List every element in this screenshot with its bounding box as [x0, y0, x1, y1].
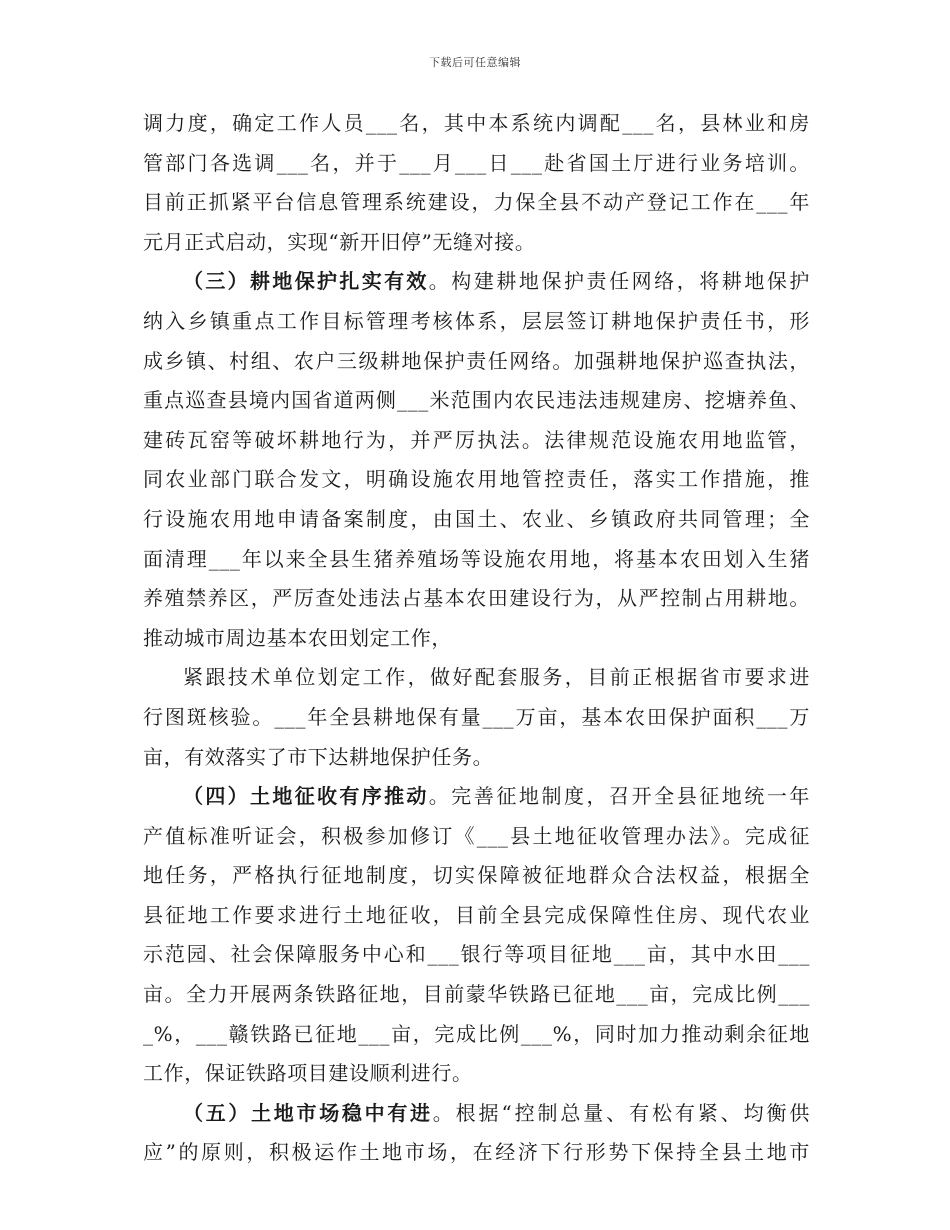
text-line: 亩。全力开展两条铁路征地，目前蒙华铁路已征地___亩，完成比例___ — [143, 982, 810, 1007]
text-line: 成乡镇、村组、农户三级耕地保护责任网络。加强耕地保护巡查执法， — [143, 348, 810, 373]
text-line: 目前正抓紧平台信息管理系统建设，力保全县不动产登记工作在___年 — [143, 190, 810, 215]
text-line: 行图斑核验。___年全县耕地保有量___万亩，基本农田保护面积___万 — [143, 704, 810, 729]
text-line — [143, 777, 810, 817]
text-line: 纳入乡镇重点工作目标管理考核体系，层层签订耕地保护责任书，形 — [143, 308, 810, 333]
section-heading: （三）耕地保护扎实有效 — [183, 269, 429, 294]
text-run: 。构建耕地保护责任网络，将耕地保护 — [428, 269, 810, 294]
text-line: 养殖禁养区，严厉查处违法占基本农田建设行为，从严控制占用耕地。 — [143, 586, 810, 611]
text-line: 产值标准听证会，积极参加修订《___县土地征收管理办法》。完成征 — [143, 823, 810, 848]
text-line: 县征地工作要求进行土地征收，目前全县完成保障性住房、现代农业 — [143, 902, 810, 927]
document-body — [143, 104, 810, 1173]
text-line: 重点巡查县境内国省道两侧___米范围内农民违法违规建房、挖塘养鱼、 — [143, 388, 810, 413]
paragraph-land-expropriation — [143, 777, 810, 1094]
text-line: 管部门各选调___名，并于___月___日___赴省国土厅进行业务培训。 — [143, 150, 810, 175]
text-line — [143, 262, 810, 302]
text-line: _%，___赣铁路已征地___亩，完成比例___%，同时加力推动剩余征地 — [143, 1021, 810, 1046]
text-line: 建砖瓦窑等破坏耕地行为，并严厉执法。法律规范设施农用地监管， — [143, 427, 810, 452]
text-line: 同农业部门联合发文，明确设施农用地管控责任，落实工作措施，推 — [143, 467, 810, 492]
text-line: 工作，保证铁路项目建设顺利进行。 — [143, 1061, 473, 1086]
text-line — [143, 1094, 810, 1134]
text-run: 。完善征地制度，召开全县征地统一年 — [428, 784, 810, 809]
page-header: 下载后可任意编辑 — [429, 56, 521, 69]
section-heading: （四）土地征收有序推动 — [183, 784, 429, 809]
text-line: 推动城市周边基本农田划定工作， — [143, 625, 452, 650]
text-line: 元月正式启动，实现“新开旧停”无缝对接。 — [143, 229, 536, 254]
paragraph-land-market — [143, 1094, 810, 1173]
paragraph-delineation — [143, 658, 810, 777]
section-heading: （五）土地市场稳中有进 — [183, 1100, 433, 1125]
text-line: 调力度，确定工作人员___名，其中本系统内调配___名，县林业和房 — [143, 111, 810, 135]
text-line: 地任务，严格执行征地制度，切实保障被征地群众合法权益，根据全 — [143, 863, 810, 888]
text-line: 示范园、社会保障服务中心和___银行等项目征地___亩，其中水田___ — [143, 942, 810, 967]
text-run: 。根据“控制总量、有松有紧、均衡供 — [432, 1100, 810, 1125]
text-line: 紧跟技术单位划定工作，做好配套服务，目前正根据省市要求进 — [183, 665, 810, 690]
paragraph-farmland-protection — [143, 262, 810, 658]
text-line: 行设施农用地申请备案制度，由国土、农业、乡镇政府共同管理；全 — [143, 506, 810, 531]
text-line: 面清理___年以来全县生猪养殖场等设施农用地，将基本农田划入生猪 — [143, 546, 810, 571]
text-line: 应”的原则，积极运作土地市场，在经济下行形势下保持全县土地市 — [143, 1140, 810, 1165]
text-line: 亩，有效落实了市下达耕地保护任务。 — [143, 744, 494, 769]
paragraph-registration — [143, 104, 810, 262]
